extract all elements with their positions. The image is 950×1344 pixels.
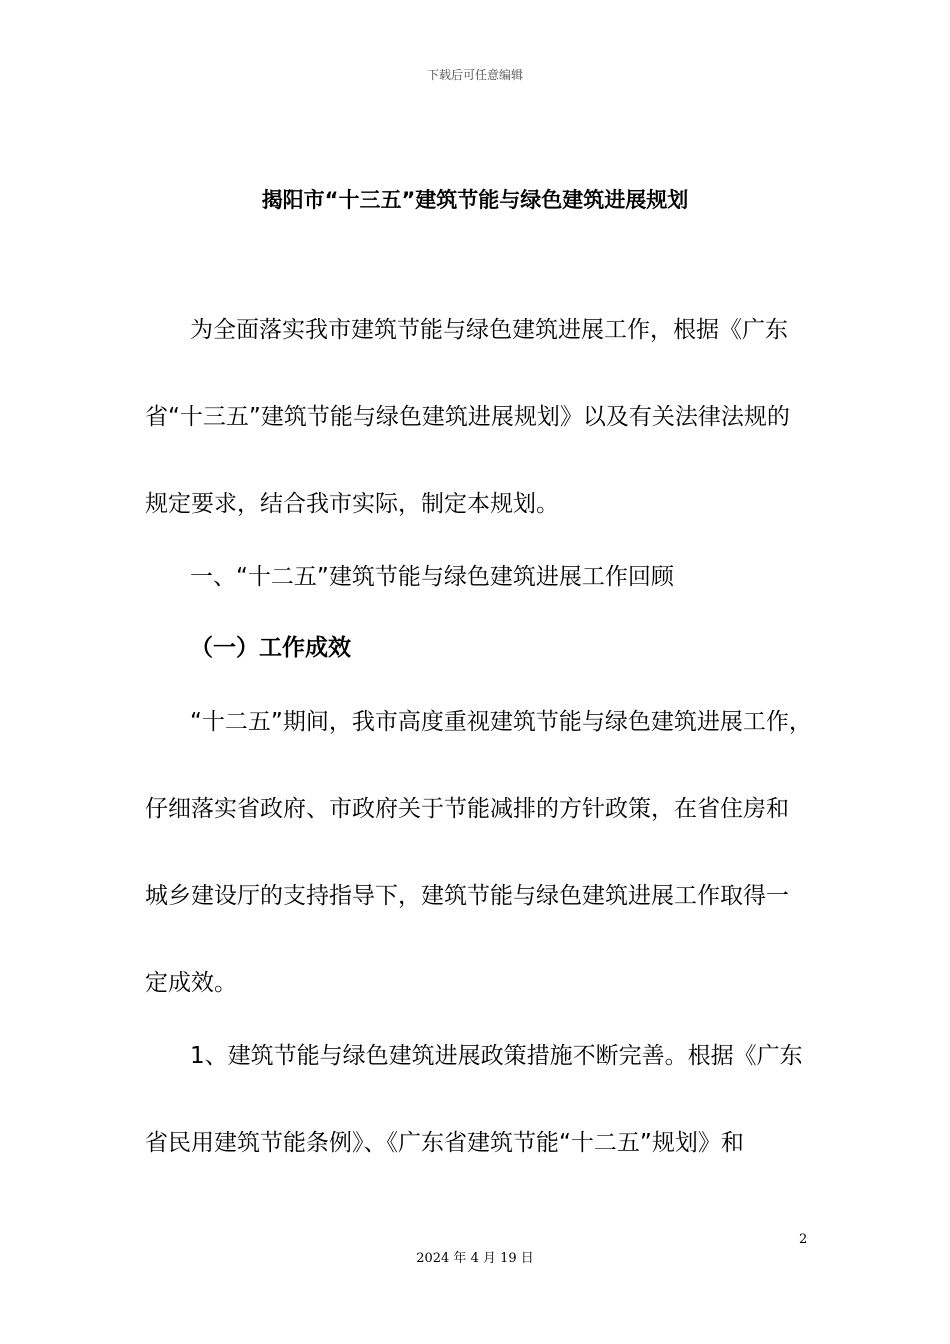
paragraph-line: 规定要求，结合我市实际，制定本规划。 (145, 491, 559, 517)
header-note: 下载后可任意编辑 (426, 68, 523, 82)
paragraph-line: 仔细落实省政府、市政府关于节能减排的方针政策，在省住房和 (145, 796, 789, 822)
paragraph-line: 城乡建设厅的支持指导下，建筑节能与绿色建筑进展工作取得一 (145, 883, 789, 909)
subsection-heading: （一）工作成效 (190, 635, 351, 661)
paragraph-line: 为全面落实我市建筑节能与绿色建筑进展工作，根据《广东 (190, 317, 788, 343)
paragraph-line: 省民用建筑节能条例》、《广东省建筑节能“十二五”规划》和 (145, 1130, 744, 1156)
document-title: 揭阳市“十三五”建筑节能与绿色建筑进展规划 (261, 188, 689, 212)
footer-date: 2024 年 4 月 19 日 (416, 1251, 534, 1266)
section-heading: 一、“十二五”建筑节能与绿色建筑进展工作回顾 (190, 564, 674, 590)
paragraph-line: “十二五”期间，我市高度重视建筑节能与绿色建筑进展工作， (190, 709, 812, 735)
paragraph-line: 省“十三五”建筑节能与绿色建筑进展规划》以及有关法律法规的 (145, 404, 790, 430)
page-number: 2 (799, 1232, 808, 1247)
paragraph-line: 1、建筑节能与绿色建筑进展政策措施不断完善。根据《广东 (190, 1043, 803, 1069)
paragraph-line: 定成效。 (145, 970, 237, 996)
